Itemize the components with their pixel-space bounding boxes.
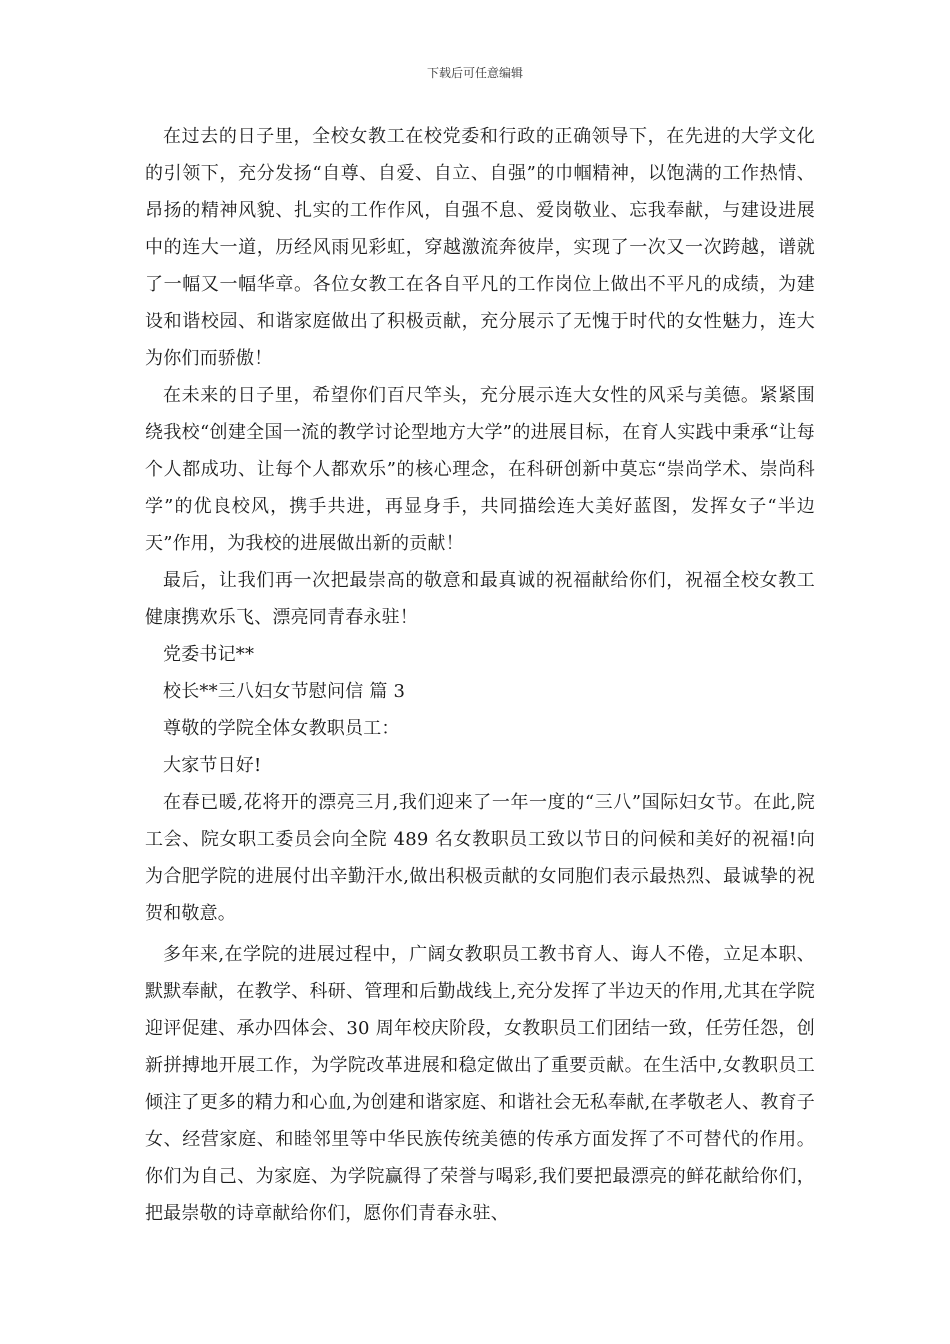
paragraph-closing-wishes: 最后，让我们再一次把最崇高的敬意和最真诚的祝福献给你们，祝福全校女教工健康携欢乐飞、漂亮同青春永驻！: [145, 570, 815, 628]
signature-party-secretary: 党委书记**: [163, 644, 255, 665]
paragraph-future-hopes: 在未来的日子里，希望你们百尺竿头，充分展示连大女性的风采与美德。紧紧围绕我校“创建全国一流的教学讨论型地方大学”的进展目标，在育人实践中秉承“让每个人都成功、让每个人都欢乐”的核心理念，在科研创新中莫忘“崇尚学术、崇尚科学”的优良校风，携手共进，再显身手，共同描绘连大美好蓝图，发挥女子“半边天”作用，为我校的进展做出新的贡献！: [145, 385, 815, 554]
section-title-letter-3: 校长**三八妇女节慰问信 篇 3: [163, 681, 406, 702]
greeting: 大家节日好!: [163, 755, 262, 776]
document-body: [145, 118, 815, 1232]
page-header: 下载后可任意编辑: [426, 66, 523, 80]
salutation: 尊敬的学院全体女教职员工：: [163, 718, 400, 739]
paragraph-festival-greeting: 在春已暖,花将开的漂亮三月,我们迎来了一年一度的“三八”国际妇女节。在此,院工会、院女职工委员会向全院 489 名女教职员工致以节日的问候和美好的祝福!向为合肥学院的进展付出辛勤汗水,做出积极贡献的女同胞们表示最热烈、最诚挚的祝贺和敬意。: [145, 792, 815, 924]
paragraph-past-achievements: 在过去的日子里，全校女教工在校党委和行政的正确领导下，在先进的大学文化的引领下，充分发扬“自尊、自爱、自立、自强”的巾帼精神，以饱满的工作热情、昂扬的精神风貌、扎实的工作作风，自强不息、爱岗敬业、忘我奉献，与建设进展中的连大一道，历经风雨见彩虹，穿越激流奔彼岸，实现了一次又一次跨越，谱就了一幅又一幅华章。各位女教工在各自平凡的工作岗位上做出不平凡的成绩，为建设和谐校园、和谐家庭做出了积极贡献，充分展示了无愧于时代的女性魅力，连大为你们而骄傲！: [145, 126, 815, 369]
paragraph-contributions: 多年来,在学院的进展过程中，广阔女教职员工教书育人、诲人不倦，立足本职、默默奉献，在教学、科研、管理和后勤战线上,充分发挥了半边天的作用,尤其在学院迎评促建、承办四体会、30 周年校庆阶段，女教职员工们团结一致，任劳任怨，创新拼搏地开展工作，为学院改革进展和稳定做出了重要贡献。在生活中,女教职员工倾注了更多的精力和心血,为创建和谐家庭、和谐社会无私奉献,在孝敬老人、教育子女、经营家庭、和睦邻里等中华民族传统美德的传承方面发挥了不可替代的作用。你们为自己、为家庭、为学院赢得了荣誉与喝彩,我们要把最漂亮的鲜花献给你们，把最崇敬的诗章献给你们，愿你们青春永驻、: [145, 944, 815, 1224]
